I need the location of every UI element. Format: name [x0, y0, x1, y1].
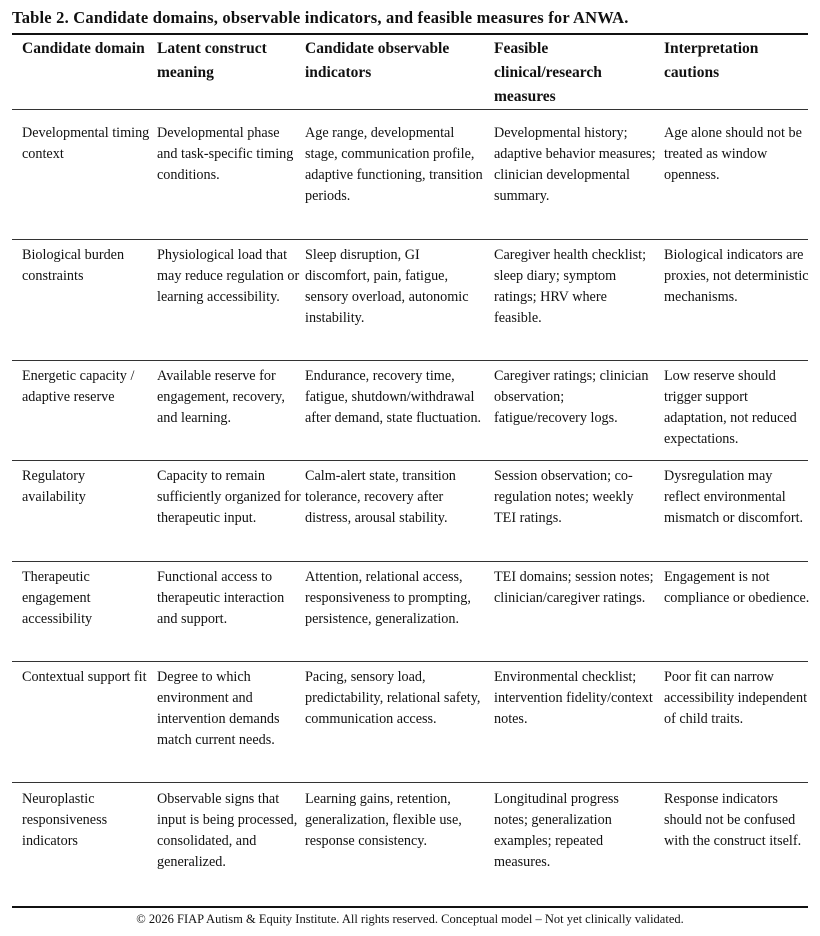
header-feasible-measures: Feasible clinical/research measures — [494, 40, 602, 105]
table-top-rule — [12, 33, 808, 35]
row-7-indicators: Learning gains, retention, generalization, flexible use, response consistency. — [305, 791, 462, 849]
row-4-cautions: Dysregulation may reflect environmental mismatch or discomfort. — [664, 468, 804, 526]
row-3-domain: Energetic capacity / adaptive reserve — [22, 368, 135, 405]
header-candidate-domain: Candidate domain — [22, 40, 145, 57]
row-divider — [12, 561, 808, 562]
row-7-domain: Neuroplastic responsiveness indicators — [22, 791, 108, 849]
row-6-cautions: Poor fit can narrow accessibility independent of child traits. — [664, 669, 808, 727]
row-3-indicators: Endurance, recovery time, fatigue, shutdown/withdrawal after demand, state fluctuation. — [305, 368, 482, 426]
row-1-measures: Developmental history; adaptive behavior measures; clinician developmental summary. — [494, 125, 656, 204]
table-bottom-rule — [12, 906, 808, 908]
row-4-indicators: Calm-alert state, transition tolerance, recovery after distress, arousal stability. — [305, 468, 456, 526]
header-latent-construct: Latent construct meaning — [157, 40, 267, 81]
row-3-measures: Caregiver ratings; clinician observation; fatigue/recovery logs. — [494, 368, 649, 426]
row-5-domain: Therapeutic engagement accessibility — [22, 569, 93, 627]
row-5-indicators: Attention, relational access, responsiveness to prompting, persistence, generalization. — [305, 569, 471, 627]
row-4-measures: Session observation; co-regulation notes; weekly TEI ratings. — [494, 468, 634, 526]
row-3-meaning: Available reserve for engagement, recovery, and learning. — [157, 368, 285, 426]
header-rule — [12, 109, 808, 110]
row-divider — [12, 782, 808, 783]
row-1-meaning: Developmental phase and task-specific timing conditions. — [157, 125, 294, 183]
row-6-measures: Environmental checklist; intervention fidelity/context notes. — [494, 669, 653, 727]
row-6-domain: Contextual support fit — [22, 669, 147, 685]
row-divider — [12, 661, 808, 662]
row-7-cautions: Response indicators should not be confused with the construct itself. — [664, 791, 802, 849]
row-7-meaning: Observable signs that input is being processed, consolidated, and generalized. — [157, 791, 298, 870]
row-divider — [12, 360, 808, 361]
row-2-domain: Biological burden constraints — [22, 247, 125, 284]
row-2-indicators: Sleep disruption, GI discomfort, pain, fatigue, sensory overload, autonomic instability. — [305, 247, 469, 326]
row-3-cautions: Low reserve should trigger support adaptation, not reduced expectations. — [664, 368, 797, 447]
row-2-measures: Caregiver health checklist; sleep diary; symptom ratings; HRV where feasible. — [494, 247, 647, 326]
row-5-measures: TEI domains; session notes; clinician/caregiver ratings. — [494, 569, 654, 606]
row-4-domain: Regulatory availability — [22, 468, 86, 505]
header-observable-indicators: Candidate observable indicators — [305, 40, 450, 81]
row-1-indicators: Age range, developmental stage, communication profile, adaptive functioning, transition periods. — [305, 125, 483, 204]
row-divider — [12, 460, 808, 461]
row-6-indicators: Pacing, sensory load, predictability, relational safety, communication access. — [305, 669, 481, 727]
row-divider — [12, 239, 808, 240]
table-title: Table 2. Candidate domains, observable indicators, and feasible measures for ANWA. — [12, 8, 629, 27]
row-5-cautions: Engagement is not compliance or obedience. — [664, 569, 810, 606]
row-5-meaning: Functional access to therapeutic interaction and support. — [157, 569, 285, 627]
row-7-measures: Longitudinal progress notes; generalization examples; repeated measures. — [494, 791, 619, 870]
row-2-cautions: Biological indicators are proxies, not deterministic mechanisms. — [664, 247, 809, 305]
copyright-footer: © 2026 FIAP Autism & Equity Institute. All rights reserved. Conceptual model – Not yet clinically validated. — [136, 912, 684, 926]
header-interpretation-cautions: Interpretation cautions — [664, 40, 759, 81]
row-2-meaning: Physiological load that may reduce regulation or learning accessibility. — [157, 247, 300, 305]
row-1-cautions: Age alone should not be treated as window openness. — [664, 125, 802, 183]
row-4-meaning: Capacity to remain sufficiently organized for therapeutic input. — [157, 468, 301, 526]
row-1-domain: Developmental timing context — [22, 125, 150, 162]
row-6-meaning: Degree to which environment and intervention demands match current needs. — [157, 669, 280, 748]
